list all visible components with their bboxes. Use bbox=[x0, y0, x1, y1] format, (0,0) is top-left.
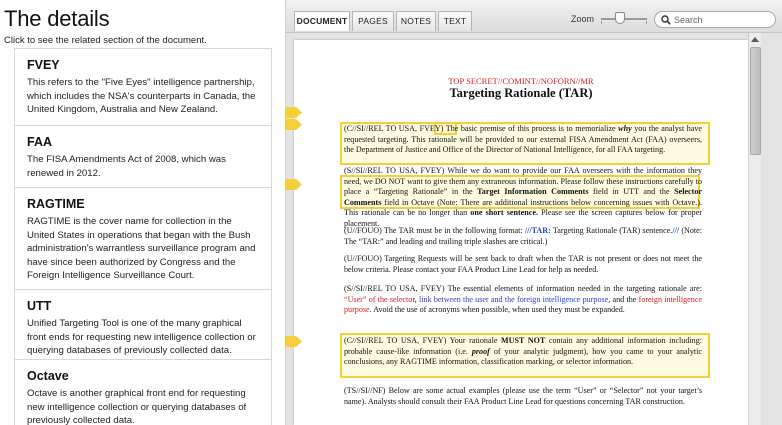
document-viewer bbox=[285, 0, 782, 425]
paragraph: (C//SI//REL TO USA, FVEY) The basic premise of this process is to memorialize why you the analyst have requested targeting. This rationale will be provided to our external FISA Amendment Act (FAA) overseers, the Department of Justice and Office of the Director of National Intelligence, for all FAA targeting. bbox=[344, 124, 702, 155]
details-panel bbox=[0, 0, 272, 425]
card-heading: RAGTIME bbox=[27, 197, 85, 211]
card-heading: UTT bbox=[27, 299, 52, 313]
tab-text[interactable]: TEXT bbox=[438, 11, 472, 31]
document-title: Targeting Rationale (TAR) bbox=[449, 86, 593, 100]
card-body: The FISA Amendments Act of 2008, which was renewed in 2012. bbox=[27, 154, 226, 179]
scroll-up-arrow-icon[interactable] bbox=[751, 37, 759, 42]
classification-banner: TOP SECRET//COMINT//NOFORN//MR bbox=[448, 76, 594, 86]
zoom-label: Zoom bbox=[571, 14, 595, 24]
search-input[interactable] bbox=[674, 13, 772, 26]
tab-notes[interactable]: NOTES bbox=[396, 11, 436, 31]
card-body: RAGTIME is the cover name for collection in the United States in operations that began with the Bush administration's warrantless surveillance program and have since been authorized by Congress and the Foreign Intelligence Surveillance Court. bbox=[27, 216, 256, 282]
detail-card-utt[interactable] bbox=[14, 290, 272, 360]
card-heading: FAA bbox=[27, 135, 52, 149]
paragraph: (U//FOUO) The TAR must be in the following format: ///TAR: Targeting Rationale (TAR) sentence./// (Note: The “TAR:” and leading and trailing triple slashes are critical.) bbox=[344, 226, 703, 246]
paragraph: (S//SI//REL TO USA, FVEY) The essential elements of information needed in the targeting rationale are: “User” of the selector, link between the user and the foreign intelligence purpose, and the foreign intelligence purpose. Avoid the use of acronyms when possible, when used they must be expanded. bbox=[344, 284, 703, 315]
paragraph: (S//SI//REL TO USA, FVEY) While we do want to provide our FAA overseers with the information they need, we DO NOT want to give them any extraneous information. Please follow these instructions carefully to place a “Targeting Rationale” in the Target Information Comments field in UTT and the Selector Comments field in Octave (Note: There are additional instructions below concerning issues with Octave.). This rationale can be no longer than one short sentence. Please see the screen captures below for proper placement. bbox=[344, 166, 703, 228]
viewer-toolbar bbox=[286, 0, 782, 33]
search-box[interactable] bbox=[654, 11, 776, 28]
detail-card-faa[interactable] bbox=[14, 126, 272, 188]
card-body: This refers to the "Five Eyes" intelligence partnership, which includes the NSA's counterparts in Canada, the United Kingdom, Australia and New Zealand. bbox=[27, 77, 256, 116]
paragraph: (U//FOUO) Targeting Requests will be sent back to draft when the TAR is not present or does not meet the below criteria. Please contact your FAA Product Line Lead for help as needed. bbox=[344, 254, 702, 274]
panel-subtitle: Click to see the related section of the document. bbox=[4, 35, 207, 46]
scroll-thumb[interactable] bbox=[750, 47, 761, 155]
annotation-marker-icon[interactable] bbox=[285, 179, 302, 190]
card-body: Octave is another graphical front end for requesting new intelligence collection or querying databases of previously collected data. bbox=[27, 388, 247, 425]
card-body: Unified Targeting Tool is one of the many graphical front ends for requesting new intelligence collection or querying databases of previously collected data. bbox=[27, 318, 256, 357]
detail-card-octave[interactable] bbox=[14, 360, 272, 425]
search-icon bbox=[661, 15, 671, 25]
document-page bbox=[294, 40, 748, 425]
vertical-scrollbar[interactable] bbox=[748, 33, 761, 425]
annotation-marker-icon[interactable] bbox=[285, 107, 302, 118]
paragraph: (C//SI//REL TO USA, FVEY) Your rationale MUST NOT contain any additional information including: probable cause-like information (i.e. proof of your analytic judgment), how you came to your analytic conclusions, any RAGTIME information, classification marking, or selector information. bbox=[344, 336, 703, 367]
paragraph: (TS//SI//NF) Below are some actual examples (please use the term “User” or “Selector” not your target’s name). Analysts should consult their FAA Product Line Lead for questions concerning TAR construction. bbox=[344, 386, 702, 406]
detail-card-list bbox=[14, 48, 272, 425]
detail-card-fvey[interactable] bbox=[14, 48, 272, 126]
card-heading: Octave bbox=[27, 369, 69, 383]
tab-pages[interactable]: PAGES bbox=[352, 11, 394, 31]
tab-document[interactable]: DOCUMENT bbox=[294, 11, 350, 31]
detail-card-ragtime[interactable] bbox=[14, 188, 272, 290]
panel-title: The details bbox=[4, 6, 110, 31]
card-heading: FVEY bbox=[27, 58, 60, 72]
annotation-marker-icon[interactable] bbox=[285, 336, 302, 347]
annotation-marker-icon[interactable] bbox=[285, 119, 302, 130]
zoom-slider-handle[interactable] bbox=[615, 12, 625, 24]
